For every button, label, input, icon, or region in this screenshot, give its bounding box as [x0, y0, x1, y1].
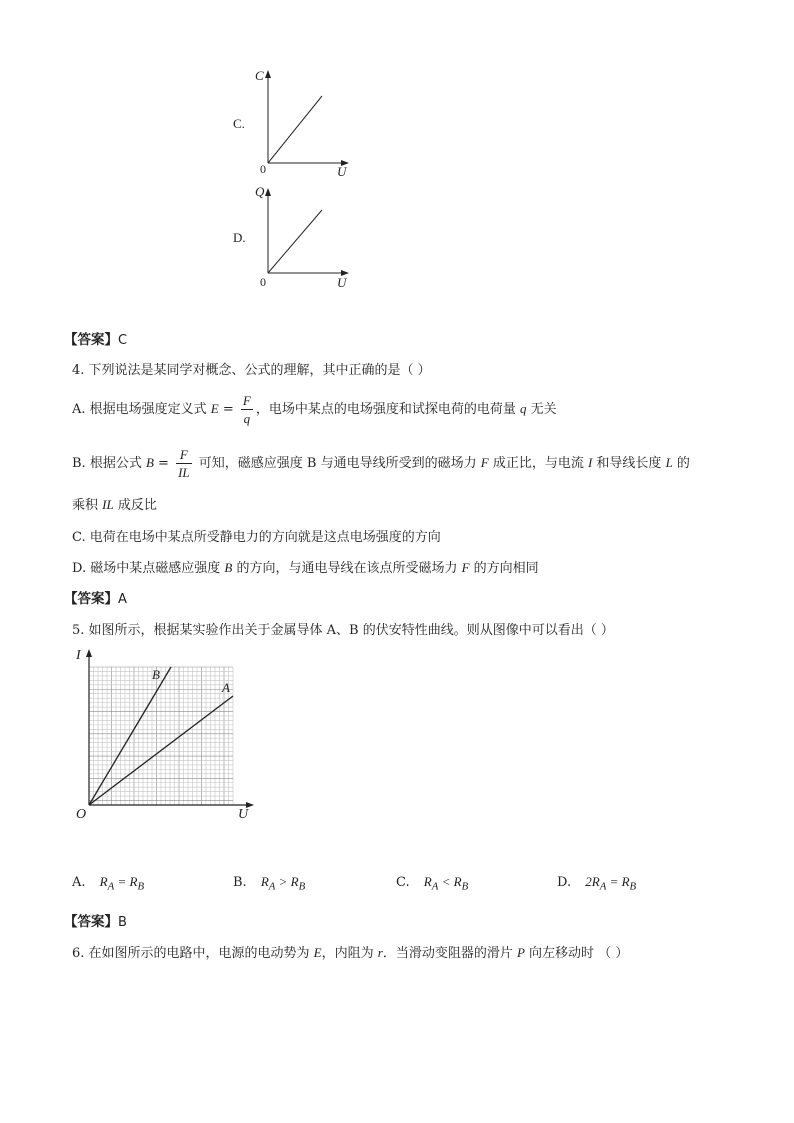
- graph-c-option-label: C.: [233, 116, 245, 131]
- graph-c-x-label: U: [337, 164, 347, 179]
- option-a-q: q: [520, 401, 527, 416]
- q5-option-c-key: C.: [396, 875, 410, 890]
- option-b-mid2: 成正比，与电流: [488, 456, 588, 471]
- q5-option-b[interactable]: [233, 874, 305, 893]
- option-b2-IL: IL: [102, 497, 114, 512]
- question-4-option-c: C. 电荷在电场中某点所受静电力的方向就是这点电场强度的方向: [72, 530, 441, 545]
- q5-option-a-key: A.: [72, 875, 86, 890]
- q6-E: E: [313, 945, 322, 960]
- question-4-stem: 4. 下列说法是某同学对概念、公式的理解，其中正确的是（ ）: [72, 363, 431, 378]
- option-d-tail: 的方向相同: [469, 561, 539, 576]
- option-a-denominator: q: [243, 411, 251, 426]
- graph-d-y-label: Q: [255, 184, 265, 199]
- q6-mid2: ．当滑动变阻器的滑片: [382, 946, 517, 961]
- q5-option-c-expr: $R_A < R_B$: [423, 874, 469, 893]
- answer-label: 【答案】: [64, 332, 118, 348]
- graph-d-y-arrow: [265, 188, 271, 196]
- graph-c-plot: [225, 68, 355, 180]
- question-4-option-d: [72, 557, 539, 576]
- graph-c-line: [268, 96, 322, 163]
- option-b-lhs: B: [145, 455, 154, 470]
- q5-option-a[interactable]: [72, 874, 144, 893]
- option-b2-prefix: 乘积: [72, 498, 103, 513]
- q6-P: P: [516, 945, 525, 960]
- answer-5: [64, 910, 127, 930]
- option-a-suffix: ，电场中某点的电场强度和试探电荷的电荷量: [255, 402, 521, 417]
- option-a-tail: 无关: [526, 402, 557, 417]
- q5-option-a-expr: $R_A = R_B$: [99, 874, 145, 893]
- option-d-F: F: [461, 560, 470, 575]
- iu-origin: O: [76, 807, 87, 822]
- q6-prefix: 6. 在如图所示的电路中，电源的电动势为: [72, 946, 314, 961]
- option-a-fraction: [241, 392, 253, 427]
- option-b-F: F: [480, 455, 489, 470]
- q5-option-d-expr: $2R_A = R_B$: [585, 874, 637, 893]
- answer-value: B: [118, 915, 127, 930]
- graph-c-origin: 0: [260, 162, 266, 176]
- q5-option-b-key: B.: [233, 875, 247, 890]
- graph-c: [225, 68, 355, 180]
- option-a-eq: =: [218, 402, 238, 417]
- question-6-stem: [72, 942, 628, 961]
- graph-d-option-label: D.: [233, 230, 246, 245]
- option-d-B: B: [224, 560, 233, 575]
- answer-3: [64, 328, 127, 348]
- iu-graph: [72, 645, 262, 830]
- iu-line-b-label: B: [152, 667, 160, 682]
- option-d-prefix: D. 磁场中某点磁感应强度: [72, 561, 225, 576]
- option-b-denominator: IL: [178, 465, 190, 480]
- option-a-numerator: F: [242, 393, 251, 408]
- answer-value: A: [118, 592, 127, 607]
- answer-label: 【答案】: [64, 591, 118, 607]
- graph-d-plot: [225, 182, 355, 294]
- option-b-mid1: 可知，磁感应强度 B 与通电导线所受到的磁场力: [194, 456, 481, 471]
- option-d-mid: 的方向，与通电导线在该点所受磁场力: [232, 561, 462, 576]
- q6-mid1: ，内阻为: [321, 946, 378, 961]
- option-a-prefix: A. 根据电场强度定义式: [72, 402, 211, 417]
- answer-value: C: [118, 333, 128, 348]
- graph-d-origin: 0: [260, 275, 266, 289]
- question-5-stem: 5. 如图所示，根据某实验作出关于金属导体 A、B 的伏安特性曲线。则从图像中可以看出（ ）: [72, 623, 614, 638]
- q5-option-c[interactable]: [396, 874, 468, 893]
- q5-option-d-key: D.: [557, 875, 572, 890]
- iu-y-label: I: [76, 648, 81, 663]
- option-b-fraction: [176, 446, 192, 481]
- q6-r: r: [377, 945, 383, 960]
- option-b-numerator: F: [176, 446, 192, 464]
- option-b-prefix: B. 根据公式: [72, 456, 146, 471]
- question-4-option-a: [72, 392, 557, 427]
- graph-d-x-label: U: [337, 275, 347, 290]
- option-b2-tail: 成反比: [113, 498, 157, 513]
- answer-label: 【答案】: [64, 914, 118, 930]
- option-b-I: I: [587, 455, 593, 470]
- option-b-eq: =: [153, 456, 174, 471]
- question-4-option-b-line2: [72, 494, 157, 513]
- iu-grid: [89, 667, 233, 805]
- graph-c-y-label: C: [255, 68, 264, 83]
- graph-d: [225, 182, 355, 294]
- iu-line-b: [89, 667, 171, 805]
- q6-tail: 向左移动时 （ ）: [524, 946, 629, 961]
- option-b-mid3: 和导线长度: [592, 456, 666, 471]
- iu-line-a-label: A: [222, 680, 230, 695]
- iu-y-arrow: [86, 649, 92, 657]
- option-b-tail: 的: [672, 456, 690, 471]
- graph-c-y-arrow: [265, 70, 271, 78]
- graph-d-line: [268, 210, 322, 273]
- option-b-L: L: [665, 455, 673, 470]
- iu-x-label: U: [238, 807, 249, 822]
- question-4-option-b: [72, 446, 690, 481]
- q5-option-b-expr: $R_A > R_B$: [260, 874, 306, 893]
- q5-option-d[interactable]: [557, 874, 636, 893]
- iu-graph-plot: [72, 645, 262, 830]
- answer-4: [64, 587, 127, 607]
- option-a-lhs: E: [210, 401, 219, 416]
